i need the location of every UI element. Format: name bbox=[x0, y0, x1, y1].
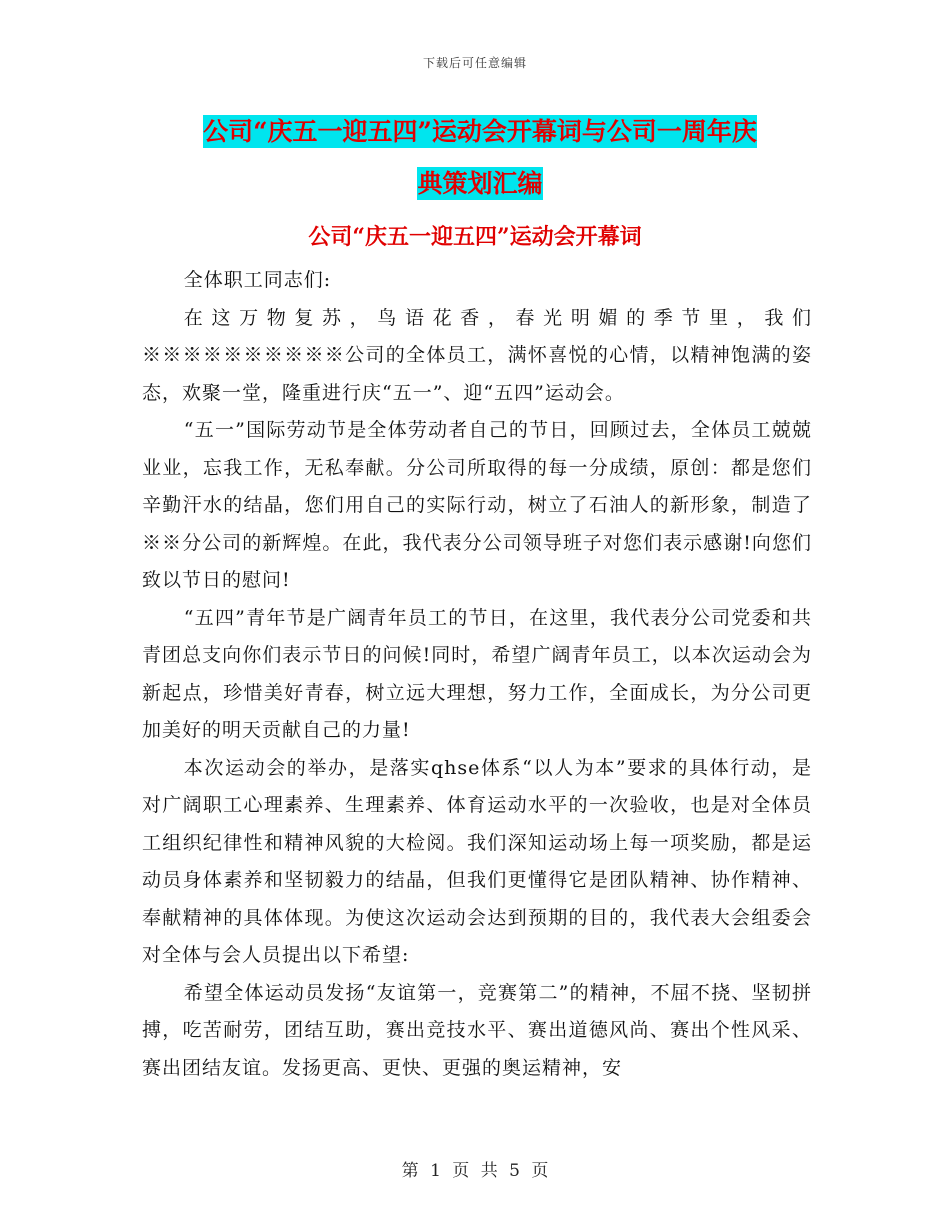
paragraph: 本次运动会的举办，是落实qhse体系“以人为本”要求的具体行动，是对广阔职工心理素养、生理素养、体育运动水平的一次验收，也是对全体员工组织纪律性和精神风貌的大检阅。我们深知运动场上每一项奖励，都是运动员身体素养和坚韧毅力的结晶，但我们更懂得它是团队精神、协作精神、奉献精神的具体体现。为使这次运动会达到预期的目的，我代表大会组委会对全体与会人员提出以下希望: bbox=[142, 756, 812, 966]
paragraph: “五四”青年节是广阔青年员工的节日，在这里，我代表分公司党委和共青团总支向你们表示节日的问候!同时，希望广阔青年员工，以本次运动会为新起点，珍惜美好青春，树立远大理想，努力工作，全面成长，为分公司更加美好的明天贡献自己的力量! bbox=[142, 606, 812, 741]
paragraph: “五一”国际劳动节是全体劳动者自己的节日，回顾过去，全体员工兢兢业业，忘我工作，无私奉献。分公司所取得的每一分成绩，原创：都是您们辛勤汗水的结晶，您们用自己的实际行动，树立了石油人的新形象，制造了※※分公司的新辉煌。在此，我代表分公司领导班子对您们表示感谢!向您们致以节日的慰问! bbox=[142, 419, 812, 591]
page-number-indicator: 第 1 页 共 5 页 bbox=[401, 1161, 549, 1181]
page-header-note: 下载后可任意编辑 bbox=[422, 56, 527, 70]
paragraph-greeting: 全体职工同志们: bbox=[183, 269, 332, 291]
section-title: 公司“庆五一迎五四”运动会开幕词 bbox=[308, 224, 642, 250]
paragraph: 希望全体运动员发扬“友谊第一，竞赛第二”的精神，不屈不挠、坚韧拼搏，吃苦耐劳，团结互助，赛出竞技水平、赛出道德风尚、赛出个性风采、赛出团结友谊。发扬更高、更快、更强的奥运精神，安 bbox=[142, 981, 812, 1079]
document-title-line-2: 典策划汇编 bbox=[417, 169, 543, 198]
document-body bbox=[142, 262, 812, 1087]
paragraph: 在这万物复苏，鸟语花香，春光明媚的季节里，我们※※※※※※※※※※公司的全体员工，满怀喜悦的心情，以精神饱满的姿态，欢聚一堂，隆重进行庆“五一”、迎“五四”运动会。 bbox=[142, 306, 812, 404]
document-title-line-1: 公司“庆五一迎五四”运动会开幕词与公司一周年庆 bbox=[203, 117, 757, 146]
document-title bbox=[150, 106, 810, 210]
